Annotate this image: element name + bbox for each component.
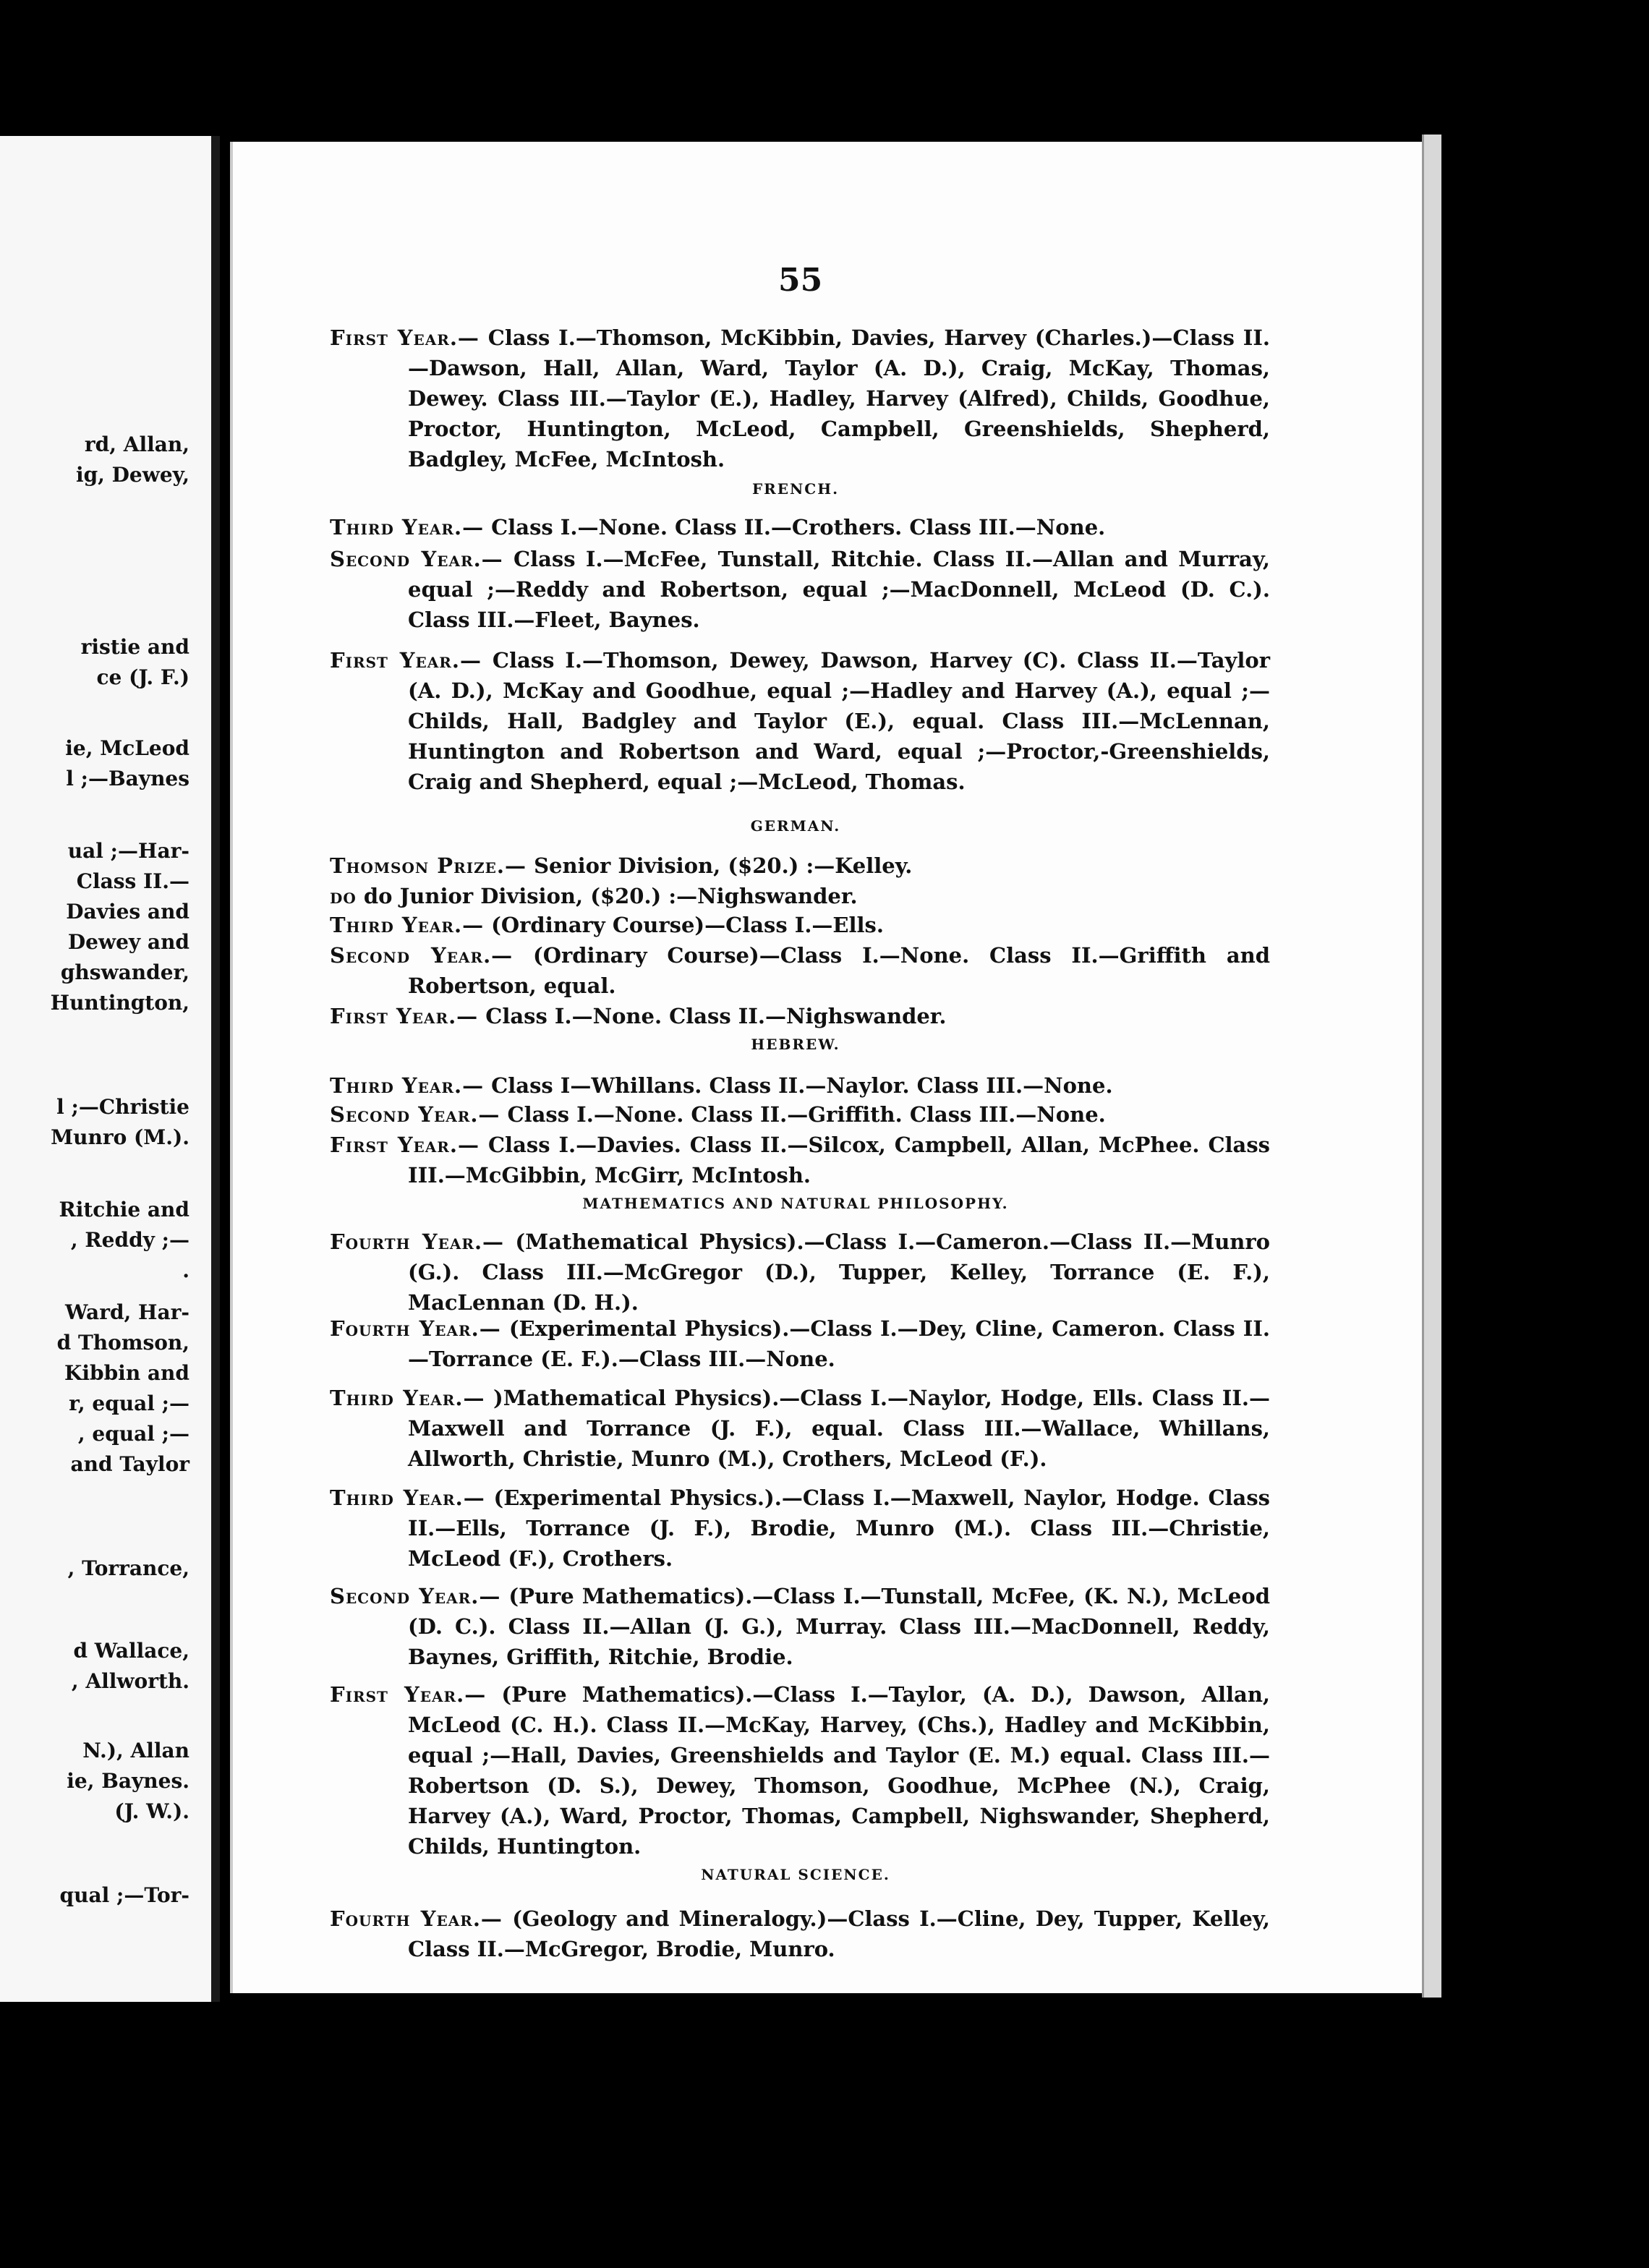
- left-page-line: .: [182, 1258, 189, 1282]
- class-list-entry: [330, 1383, 1270, 1474]
- left-page-line: Kibbin and: [64, 1361, 189, 1385]
- class-list-entry: [330, 910, 1270, 940]
- year-label: Thomson Prize.—: [330, 853, 527, 878]
- entry-text: (Ordinary Course)—Class I.—None. Class II.—Griffith and Robertson, equal.: [408, 943, 1270, 998]
- section-heading: GERMAN.: [750, 817, 841, 835]
- page-number: 55: [778, 262, 823, 299]
- left-page-line: Dewey and: [67, 930, 189, 954]
- entry-text: (Experimental Physics).—Class I.—Dey, Cline, Cameron. Class II.—Torrance (E. F.).—Class III.—None.: [408, 1316, 1271, 1371]
- class-list-entry: [330, 1099, 1270, 1130]
- left-page-line: N.), Allan: [82, 1739, 189, 1762]
- entry-text: )Mathematical Physics).—Class I.—Naylor, Hodge, Ells. Class II.—Maxwell and Torrance (J. F.), equal. Class III.—Wallace, Whillans, Allworth, Christie, Munro (M.), Crothers, McLeod (F.).: [408, 1386, 1271, 1471]
- left-page-line: l ;—Baynes: [66, 767, 189, 790]
- class-list-entry: [330, 1313, 1270, 1374]
- left-page-line: (J. W.).: [114, 1799, 189, 1823]
- entry-text: (Experimental Physics.).—Class I.—Maxwell, Naylor, Hodge. Class II.—Ells, Torrance (J. F.), Brodie, Munro (M.). Class III.—Christie, McLeod (F.), Crothers.: [408, 1485, 1270, 1571]
- class-list-entry: [330, 544, 1270, 635]
- entry-text: Class I.—None. Class II.—Nighswander.: [478, 1004, 947, 1028]
- left-page-line: l ;—Christie: [56, 1095, 189, 1119]
- class-list-entry: [330, 1227, 1270, 1318]
- section-heading: HEBREW.: [751, 1036, 840, 1053]
- left-page-line: Class II.—: [76, 869, 189, 893]
- left-page-line: and Taylor: [70, 1452, 189, 1476]
- left-page-line: ghswander,: [60, 960, 189, 984]
- year-label: Fourth Year.—: [330, 1316, 501, 1341]
- class-list-entry: [330, 881, 1270, 911]
- left-page-line: , Reddy ;—: [70, 1228, 189, 1252]
- section-heading: FRENCH.: [751, 480, 840, 498]
- class-list-entry: [330, 1679, 1270, 1862]
- class-list-entry: [330, 323, 1270, 474]
- section-heading: MATHEMATICS AND NATURAL PHILOSOPHY.: [582, 1195, 1009, 1212]
- entry-text: Class I—Whillans. Class II.—Naylor. Class III.—None.: [484, 1073, 1113, 1098]
- class-list-entry: [330, 940, 1270, 1001]
- year-label: Second Year.—: [330, 1102, 500, 1127]
- entry-text: Class I.—None. Class II.—Griffith. Class III.—None.: [500, 1102, 1106, 1127]
- entry-text: do Junior Division, ($20.) :—Nighswander.: [356, 884, 858, 908]
- section-heading: NATURAL SCIENCE.: [701, 1866, 890, 1883]
- entry-text: (Geology and Mineralogy.)—Class I.—Cline, Dey, Tupper, Kelley, Class II.—McGregor, Brodie, Munro.: [408, 1906, 1270, 1961]
- left-page-fragment: [0, 136, 220, 2002]
- class-list-entry: [330, 850, 1270, 881]
- year-label: First Year.—: [330, 1004, 479, 1028]
- left-page-line: Ward, Har-: [65, 1300, 189, 1324]
- left-page-line: Davies and: [66, 900, 189, 924]
- year-label: Second Year.—: [330, 943, 514, 968]
- entry-text: Class I.—None. Class II.—Crothers. Class III.—None.: [484, 515, 1106, 540]
- year-label: First Year.—: [330, 325, 480, 350]
- left-page-line: Munro (M.).: [51, 1125, 189, 1149]
- class-list-entry: [330, 1070, 1270, 1101]
- class-list-entry: [330, 1581, 1270, 1672]
- year-label: Fourth Year.—: [330, 1906, 503, 1931]
- year-label: First Year.—: [330, 1682, 487, 1707]
- class-list-entry: [330, 1130, 1270, 1190]
- left-page-line: , Torrance,: [67, 1556, 189, 1580]
- year-label: Fourth Year.—: [330, 1229, 505, 1254]
- year-label: Third Year.—: [330, 1485, 485, 1510]
- year-label: First Year.—: [330, 1133, 480, 1157]
- left-page-line: d Thomson,: [56, 1331, 189, 1355]
- class-list-entry: [330, 1904, 1270, 1964]
- entry-text: (Mathematical Physics).—Class I.—Cameron.—Class II.—Munro (G.). Class III.—McGregor (D.), Tupper, Kelley, Torrance (E. F.), MacLennan (D. H.).: [408, 1229, 1271, 1315]
- class-list-entry: [330, 512, 1270, 542]
- left-page-line: , equal ;—: [77, 1422, 189, 1446]
- left-page-line: ristie and: [80, 635, 189, 659]
- entry-text: Class I.—Thomson, McKibbin, Davies, Harvey (Charles.)—Class II.—Dawson, Hall, Allan, Ward, Taylor (A. D.), Craig, McKay, Thomas, Dewey. Class III.—Taylor (E.), Hadley, Harvey (Alfred), Childs, Goodhue, Proctor, Huntington, McLeod, Campbell, Greenshields, Shepherd, Badgley, McFee, McIntosh.: [408, 325, 1271, 472]
- left-page-line: qual ;—Tor-: [59, 1883, 189, 1907]
- left-page-line: Ritchie and: [59, 1198, 189, 1222]
- entry-text: Class I.—Thomson, Dewey, Dawson, Harvey (C). Class II.—Taylor (A. D.), McKay and Goodhue, equal ;—Hadley and Harvey (A.), equal ;—Childs, Hall, Badgley and Taylor (E.), equal. Class III.—McLennan, Huntington and Robertson and Ward, equal ;—Proctor,-Greenshields, Craig and Shepherd, equal ;—McLeod, Thomas.: [408, 648, 1270, 794]
- page-edge: [1422, 135, 1441, 1998]
- left-page-line: r, equal ;—: [69, 1391, 189, 1415]
- entry-text: (Pure Mathematics).—Class I.—Taylor, (A. D.), Dawson, Allan, McLeod (C. H.). Class II.—McKay, Harvey, (Chs.), Hadley and McKibbin, equal ;—Hall, Davies, Greenshields and Taylor (E. M.) equal. Class III.—Robertson (D. S.), Dewey, Thomson, Goodhue, McPhee (N.), Craig, Harvey (A.), Ward, Proctor, Thomas, Campbell, Nighswander, Shepherd, Childs, Huntington.: [408, 1682, 1271, 1859]
- entry-text: (Pure Mathematics).—Class I.—Tunstall, McFee, (K. N.), McLeod (D. C.). Class II.—Allan (J. G.), Murray. Class III.—MacDonnell, Reddy, Baynes, Griffith, Ritchie, Brodie.: [408, 1584, 1270, 1669]
- left-page-line: ual ;—Har-: [67, 839, 189, 863]
- left-page-line: ig, Dewey,: [75, 463, 189, 487]
- year-label: Second Year.—: [330, 547, 503, 571]
- year-label: First Year.—: [330, 648, 482, 673]
- year-label: Second Year.—: [330, 1584, 501, 1608]
- left-page-line: rd, Allan,: [84, 432, 189, 456]
- left-page-line: d Wallace,: [73, 1639, 189, 1663]
- year-label: Third Year.—: [330, 913, 485, 937]
- entry-text: Class I.—Davies. Class II.—Silcox, Campbell, Allan, McPhee. Class III.—McGibbin, McGirr, McIntosh.: [408, 1133, 1271, 1188]
- entry-text: Class I.—McFee, Tunstall, Ritchie. Class II.—Allan and Murray, equal ;—Reddy and Robertson, equal ;—MacDonnell, McLeod (D. C.). Class III.—Fleet, Baynes.: [408, 547, 1270, 632]
- left-page-line: Huntington,: [50, 991, 189, 1015]
- year-label: do: [330, 884, 357, 908]
- left-page-line: ie, McLeod: [65, 736, 189, 760]
- class-list-entry: [330, 645, 1270, 797]
- left-page-line: , Allworth.: [71, 1669, 189, 1693]
- left-page-line: ie, Baynes.: [67, 1769, 189, 1793]
- year-label: Third Year.—: [330, 515, 485, 540]
- year-label: Third Year.—: [330, 1386, 485, 1410]
- left-page-line: ce (J. F.): [96, 665, 189, 689]
- year-label: Third Year.—: [330, 1073, 485, 1098]
- entry-text: (Ordinary Course)—Class I.—Ells.: [484, 913, 884, 937]
- class-list-entry: [330, 1001, 1270, 1031]
- class-list-entry: [330, 1483, 1270, 1574]
- entry-text: Senior Division, ($20.) :—Kelley.: [527, 853, 913, 878]
